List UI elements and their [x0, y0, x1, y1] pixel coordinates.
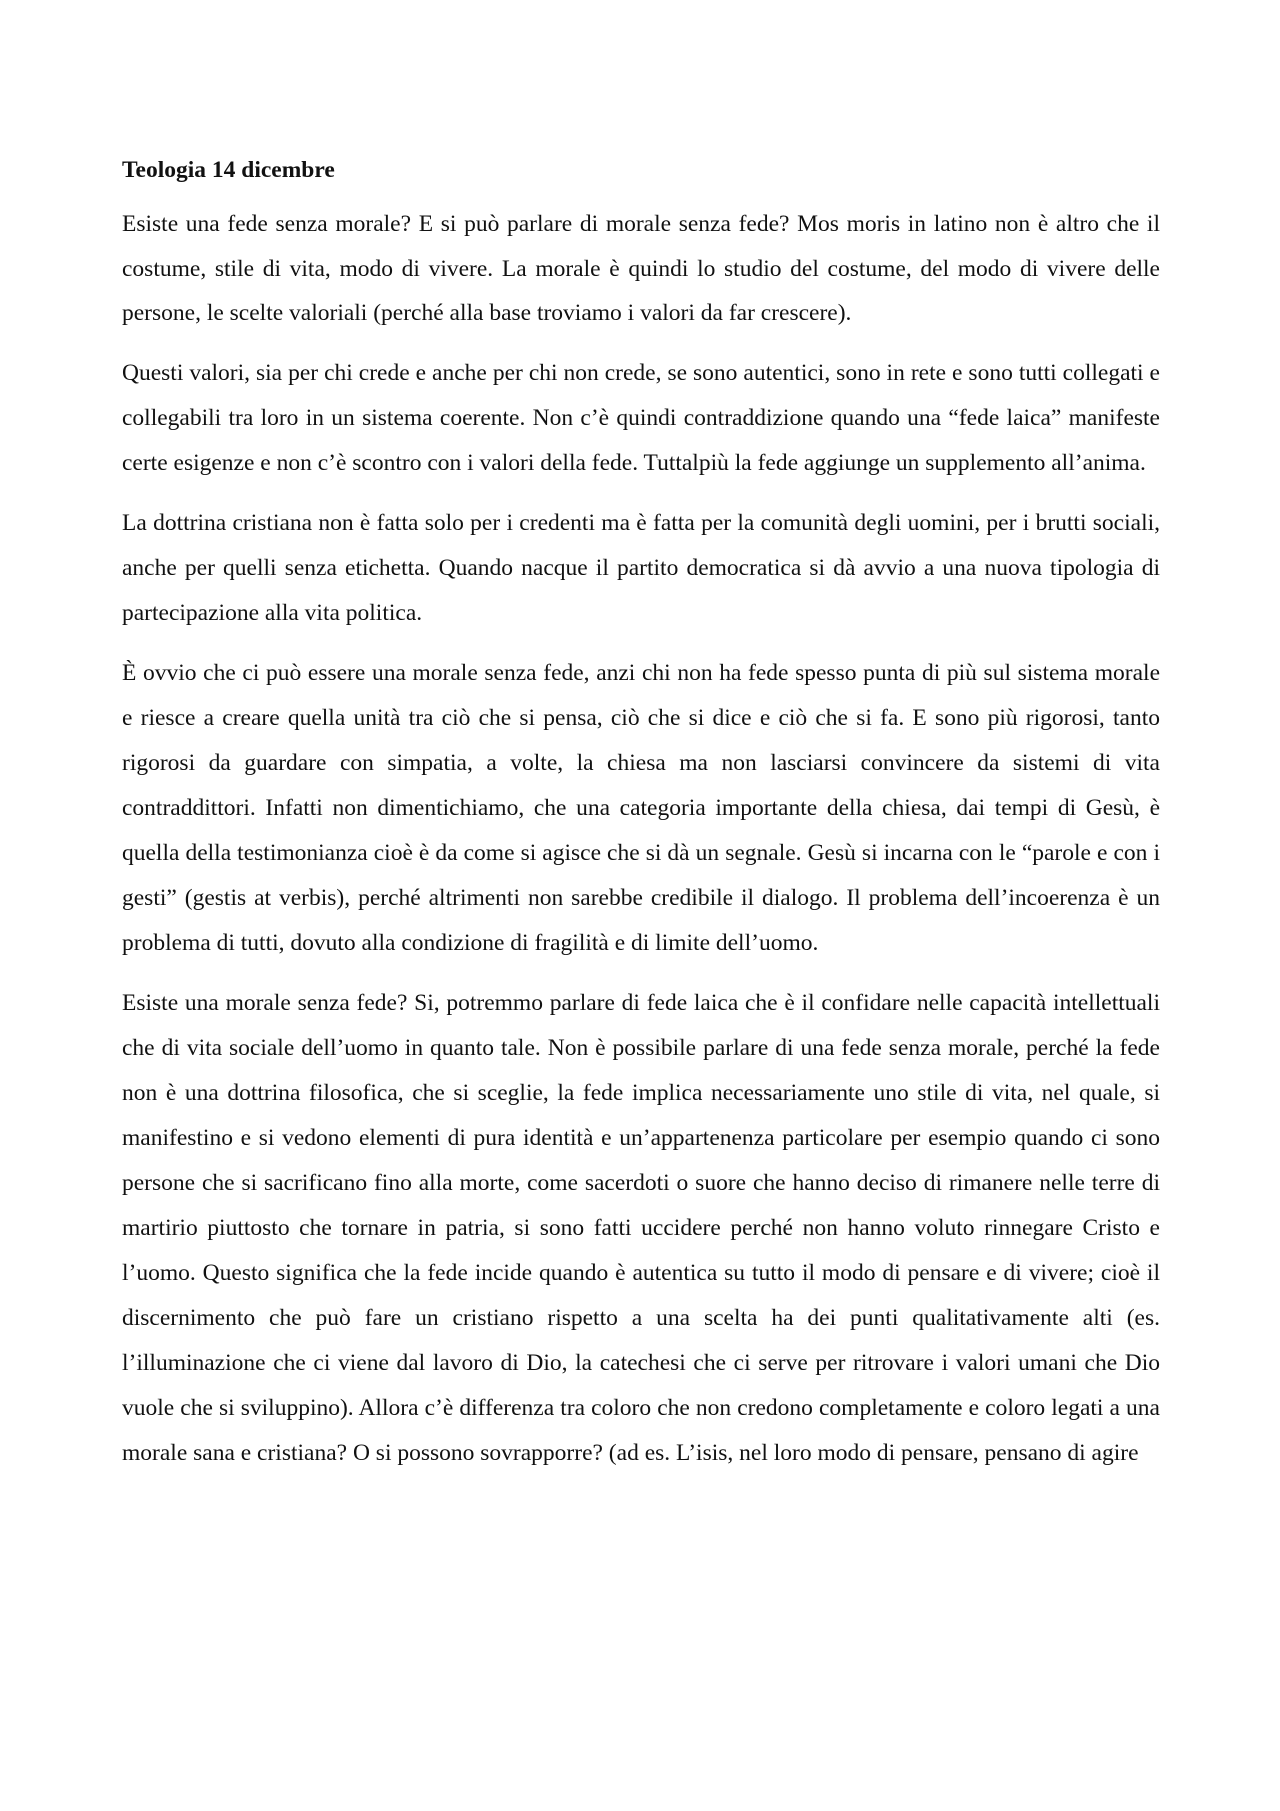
paragraph-2: Questi valori, sia per chi crede e anche per chi non crede, se sono autentici, sono in rete e sono tutti collegati e collegabili tra loro in un sistema coerente. Non c’è quindi contraddizione quando una “fede laica” manifeste certe esigenze e non c’è scontro con i valori della fede. Tuttalpiù la fede aggiunge un supplemento all’anima.	[122, 359, 1160, 476]
paragraph-4: È ovvio che ci può essere una morale senza fede, anzi chi non ha fede spesso punta di più sul sistema morale e riesce a creare quella unità tra ciò che si pensa, ciò che si dice e ciò che si fa. E sono più rigorosi, tanto rigorosi da guardare con simpatia, a volte, la chiesa ma non lasciarsi convincere da sistemi di vita contraddittori. Infatti non dimentichiamo, che una categoria importante della chiesa, dai tempi di Gesù, è quella della testimonianza cioè è da come si agisce che si dà un segnale. Gesù si incarna con le “parole e con i gesti” (gestis at verbis), perché altrimenti non sarebbe credibile il dialogo. Il problema dell’incoerenza è un problema di tutti, dovuto alla condizione di fragilità e di limite dell’uomo.	[122, 659, 1160, 956]
document-title: Teologia 14 dicembre	[122, 157, 335, 183]
document-page	[122, 150, 1160, 1491]
paragraph-1: Esiste una fede senza morale? E si può parlare di morale senza fede? Mos moris in latino non è altro che il costume, stile di vita, modo di vivere. La morale è quindi lo studio del costume, del modo di vivere delle persone, le scelte valoriali (perché alla base troviamo i valori da far crescere).	[122, 211, 1160, 326]
paragraph-5: Esiste una morale senza fede? Si, potremmo parlare di fede laica che è il confidare nelle capacità intellettuali che di vita sociale dell’uomo in quanto tale. Non è possibile parlare di una fede senza morale, perché la fede non è una dottrina filosofica, che si sceglie, la fede implica necessariamente uno stile di vita, nel quale, si manifestino e si vedono elementi di pura identità e un’appartenenza particolare per esempio quando ci sono persone che si sacrificano fino alla morte, come sacerdoti o suore che hanno deciso di rimanere nelle terre di martirio piuttosto che tornare in patria, si sono fatti uccidere perché non hanno voluto rinnegare Cristo e l’uomo. Questo significa che la fede incide quando è autentica su tutto il modo di pensare e di vivere; cioè il discernimento che può fare un cristiano rispetto a una scelta ha dei punti qualitativamente alti (es. l’illuminazione che ci viene dal lavoro di Dio, la catechesi che ci serve per ritrovare i valori umani che Dio vuole che si sviluppino). Allora c’è differenza tra coloro che non credono completamente e coloro legati a una morale sana e cristiana? O si possono sovrapporre? (ad es. L’isis, nel loro modo di pensare, pensano di agire	[122, 989, 1160, 1466]
paragraph-3: La dottrina cristiana non è fatta solo per i credenti ma è fatta per la comunità degli uomini, per i brutti sociali, anche per quelli senza etichetta. Quando nacque il partito democratica si dà avvio a una nuova tipologia di partecipazione alla vita politica.	[122, 509, 1160, 626]
